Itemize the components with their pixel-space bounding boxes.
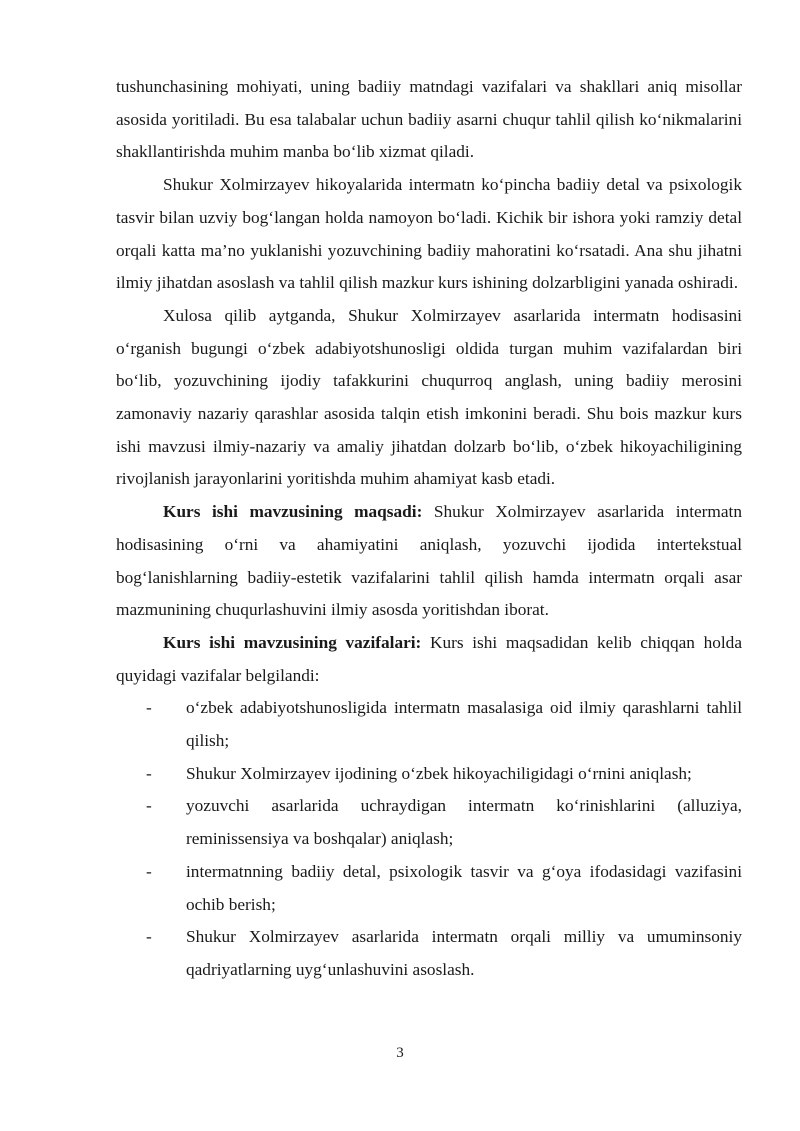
list-item-text: o‘zbek adabiyotshunosligida intermatn masalasiga oid ilmiy qarashlarni tahlil qilish; (186, 698, 742, 751)
paragraph-goal (116, 496, 742, 627)
list-item (116, 758, 742, 791)
tasks-intro-text: Kurs ishi maqsadidan kelib chiqqan holda quyidagi vazifalar belgilandi: (116, 632, 742, 685)
list-item (116, 921, 742, 986)
list-item (116, 692, 742, 757)
list-item (116, 790, 742, 855)
page-number: 3 (396, 1045, 404, 1061)
list-item-text: intermatnning badiiy detal, psixologik tasvir va g‘oya ifodasidagi vazifasini ochib berish; (186, 861, 742, 914)
paragraph-continuation: tushunchasining mohiyati, uning badiiy matndagi vazifalari va shakllari aniq misollar asosida yoritiladi. Bu esa talabalar uchun badiiy asarni chuqur tahlil qilish ko‘nikmalarini shakllantirishda muhim manba bo‘lib xizmat qiladi. (116, 77, 742, 162)
list-item-text: yozuvchi asarlarida uchraydigan intermatn ko‘rinishlarini (alluziya, reminissensiya va boshqalar) aniqlash; (186, 796, 742, 849)
list-item-text: Shukur Xolmirzayev asarlarida intermatn orqali milliy va umuminsoniy qadriyatlarning uyg‘unlashuvini asoslash. (186, 927, 742, 979)
list-item-text: Shukur Xolmirzayev ijodining o‘zbek hikoyachiligidagi o‘rnini aniqlash; (186, 763, 692, 783)
goal-text: Shukur Xolmirzayev asarlarida intermatn hodisasining o‘rni va ahamiyatini aniqlash, yozuvchi ijodida intertekstual bog‘lanishlarning badiiy-estetik vazifalarini tahlil qilish hamda intermatn orqali asar mazmunining chuqurlashuvini ilmiy asosda yoritishdan iborat. (116, 502, 742, 620)
list-item (116, 856, 742, 921)
page-body (116, 71, 742, 987)
goal-heading: Kurs ishi mavzusining maqsadi: (163, 502, 423, 522)
list-dash: - (146, 763, 152, 783)
list-dash: - (146, 698, 152, 718)
paragraph-detail-relevance: Shukur Xolmirzayev hikoyalarida intermatn ko‘pincha badiiy detal va psixologik tasvir bilan uzviy bog‘langan holda namoyon bo‘ladi. Kichik bir ishora yoki ramziy detal orqali katta ma’no yuklanishi yozuvchining badiiy mahoratini ko‘rsatadi. Ana shu jihatni ilmiy jihatdan asoslash va tahlil qilish mazkur kurs ishining dolzarbligini yanada oshiradi. (116, 175, 742, 293)
paragraph-conclusion: Xulosa qilib aytganda, Shukur Xolmirzayev asarlarida intermatn hodisasini o‘rganish bugungi o‘zbek adabiyotshunosligi oldida turgan muhim vazifalardan biri bo‘lib, yozuvchining ijodiy tafakkurini chuqurroq anglash, uning badiiy merosini zamonaviy nazariy qarashlar asosida talqin etish imkonini beradi. Shu bois mazkur kurs ishi mavzusi ilmiy-nazariy va amaliy jihatdan dolzarb bo‘lib, o‘zbek hikoyachiligining rivojlanish jarayonlarini yoritishda muhim ahamiyat kasb etadi. (116, 305, 742, 489)
list-dash: - (146, 927, 152, 947)
paragraph-tasks-intro (116, 627, 742, 692)
task-list (116, 692, 742, 986)
list-dash: - (146, 796, 152, 816)
tasks-heading: Kurs ishi mavzusining vazifalari: (163, 632, 422, 652)
list-dash: - (146, 861, 152, 881)
